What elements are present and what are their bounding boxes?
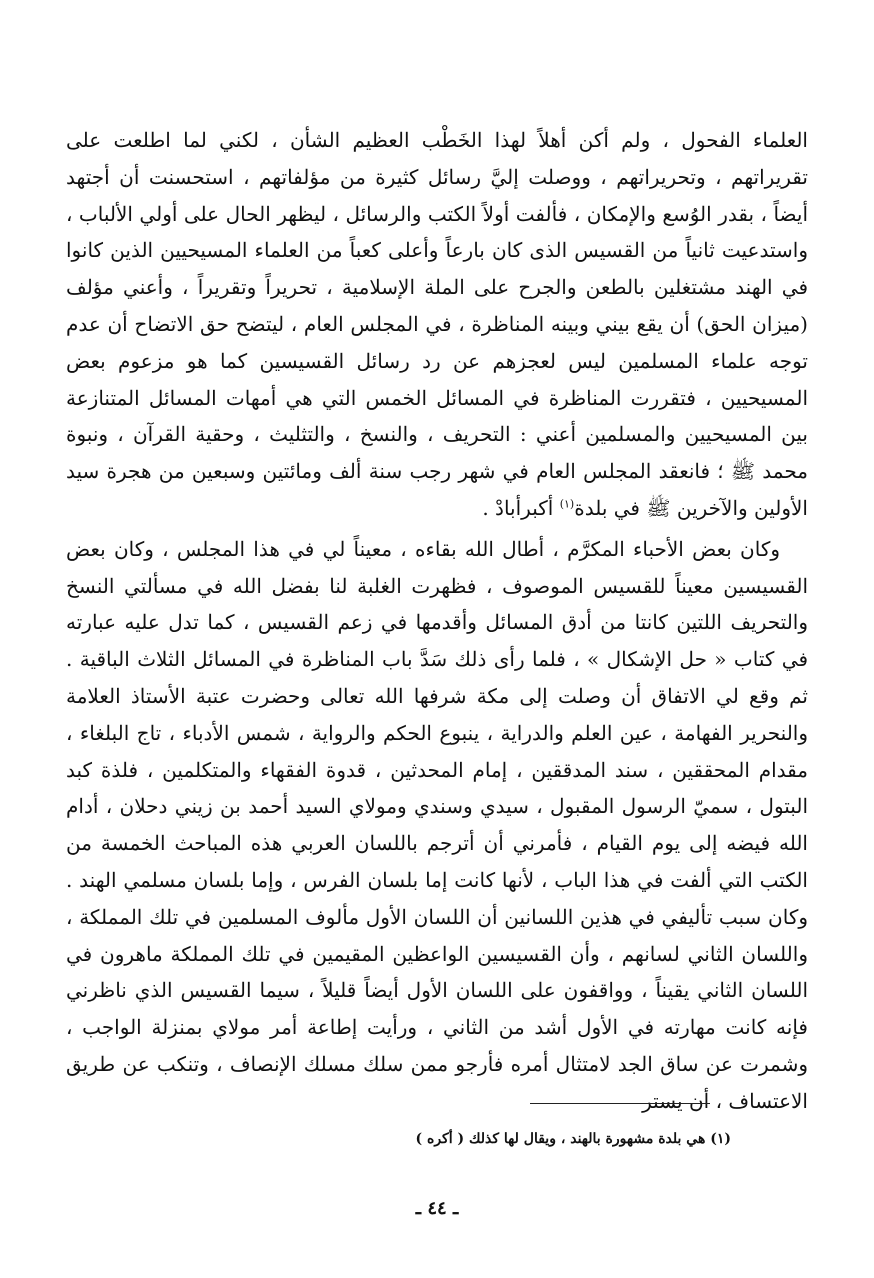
paragraph-2: وكان بعض الأحباء المكرَّم ، أطال الله بقاءه ، معيناً لي في هذا المجلس ، وكان بعض القسيسين معيناً للقسيس الموصوف ، فظهرت الغلبة لنا بفضل الله في مسألتي النسخ والتحريف اللتين كانتا من أدق المسائل وأقدمها في زعم القسيس ، كما تدل عليه عبارته في كتاب « حل الإشكال » ، فلما رأى ذلك سَدَّ باب المناظرة في المسائل الثلاث الباقية . ثم وقع لي الاتفاق أن وصلت إلى مكة شرفها الله تعالى وحضرت عتبة الأستاذ العلامة والنحرير الفهامة ، عين العلم والدراية ، ينبوع الحكم والرواية ، شمس الأدباء ، تاج البلغاء ، مقدام المحققين ، سند المدققين ، إمام المحدثين ، قدوة الفقهاء والمتكلمين ، فلذة كبد البتول ، سميّ الرسول المقبول ، سيدي وسندي ومولاي السيد أحمد بن زيني دحلان ، أدام الله فيضه إلى يوم القيام ، فأمرني أن أترجم باللسان العربي هذه المباحث الخمسة من الكتب التي ألفت في هذا الباب ، لأنها كانت إما بلسان الفرس ، وإما بلسان مسلمي الهند . وكان سبب تأليفي في هذين اللسانين أن اللسان الأول مألوف المسلمين في تلك المملكة ، واللسان الثاني لسانهم ، وأن القسيسين الواعظين المقيمين في تلك المملكة ماهرون في اللسان الثاني يقيناً ، وواقفون على اللسان الأول أيضاً قليلاً ، سيما القسيس الذي ناظرني فإنه كانت مهارته في الأول أشد من الثاني ، ورأيت إطاعة أمر مولاي بمنزلة الواجب ، وشمرت عن ساق الجد لامتثال أمره فأرجو ممن سلك مسلك الإنصاف ، وتنكب عن طريق الاعتساف ، أن يستر [66,536,808,1113]
main-text [66,122,808,1120]
page-number: ـ ٤٤ ـ [415,1198,459,1219]
city-name: أكبرأبادْ . [482,495,554,520]
footnote-divider [530,1103,710,1104]
paragraph-1-text: العلماء الفحول ، ولم أكن أهلاً لهذا الخَطْب العظيم الشأن ، لكني لما اطلعت على تقريراتهم ، وتحريراتهم ، ووصلت إليَّ رسائل كثيرة من مؤلفاتهم ، استحسنت أن أجتهد أيضاً ، بقدر الوُسع والإمكان ، فألفت أولاً الكتب والرسائل ، ليظهر الحال على أولي الألباب ، واستدعيت ثانياً من القسيس الذى كان بارعاً وأعلى كعباً من العلماء المسيحيين الذين كانوا في الهند مشتغلين بالطعن والجرح على الملة الإسلامية ، تحريراً وتقريراً ، وأعني مؤلف (ميزان الحق) أن يقع بيني وبينه المناظرة ، في المجلس العام ، ليتضح حق الاتضاح أن عدم توجه علماء المسلمين ليس لعجزهم عن رد رسائل القسيسين كما هو مزعوم بعض المسيحيين ، فتقررت المناظرة في المسائل الخمس التي هي أمهات المسائل المتنازعة بين المسيحيين والمسلمين أعني : التحريف ، والنسخ ، والتثليث ، وحقية القرآن ، ونبوة محمد ﷺ ؛ فانعقد المجلس العام في شهر رجب سنة ألف ومائتين وسبعين من هجرة سيد الأولين والآخرين ﷺ في بلدة [66,128,808,520]
footnote: (١) هي بلدة مشهورة بالهند ، ويقال لها كذلك ( أكره ) [415,1131,731,1147]
footnote-reference: (١) [559,497,575,511]
paragraph-1 [66,122,808,527]
